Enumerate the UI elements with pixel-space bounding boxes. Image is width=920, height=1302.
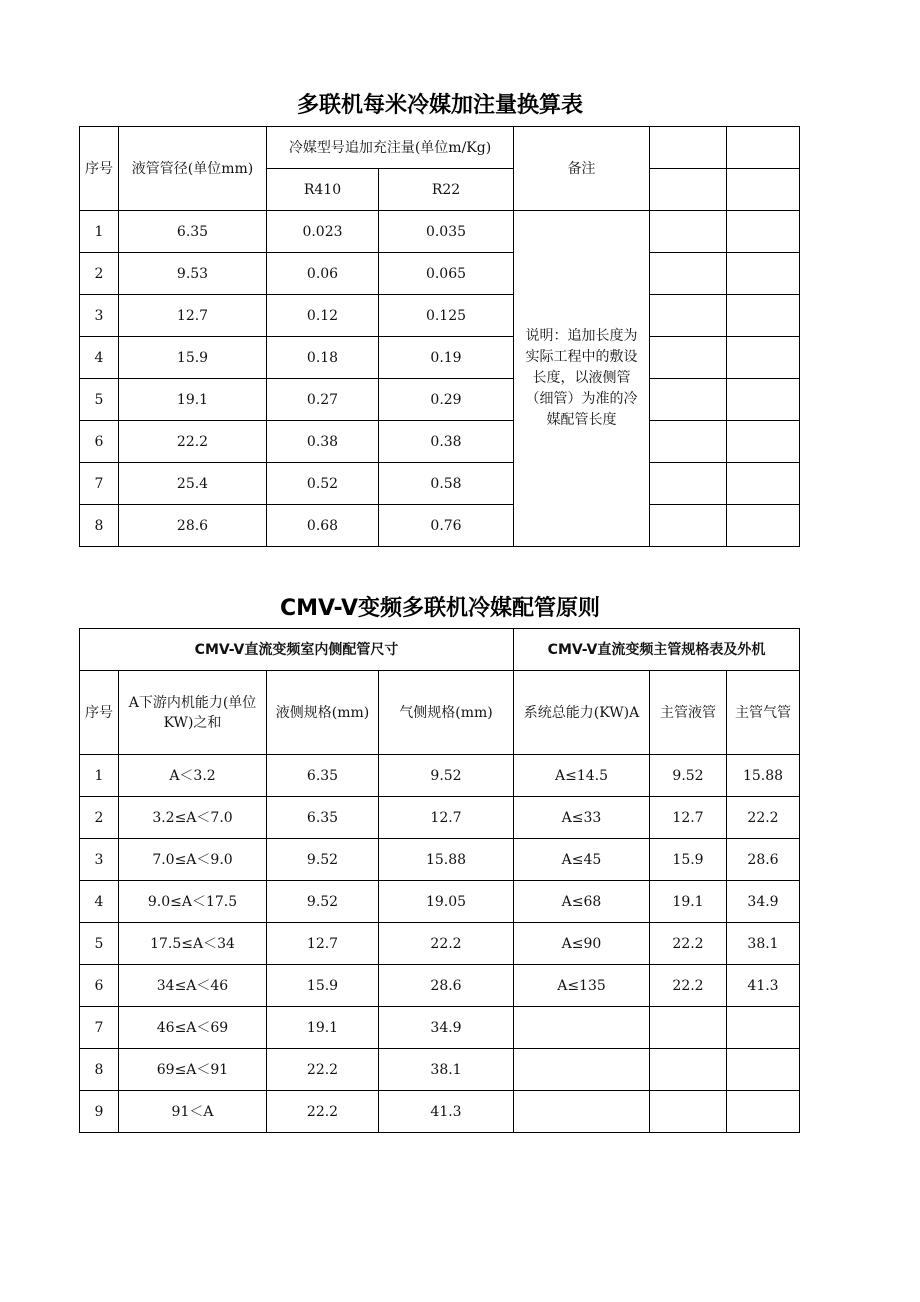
- row-liquid: 9.52: [267, 881, 379, 923]
- empty-cell: [727, 295, 800, 337]
- table-row: [80, 965, 800, 1007]
- row-gas: 41.3: [379, 1091, 514, 1133]
- row-liquid: 22.2: [267, 1049, 379, 1091]
- table-row: [80, 337, 800, 379]
- header-index: 序号: [80, 671, 119, 755]
- empty-cell: [650, 421, 727, 463]
- row-capacity: A＜3.2: [119, 755, 267, 797]
- header-main-gas: 主管气管: [727, 671, 800, 755]
- empty-cell: [727, 337, 800, 379]
- row-liquid: 12.7: [267, 923, 379, 965]
- row-r22: 0.065: [379, 253, 514, 295]
- empty-cell: [727, 127, 800, 169]
- group-main-header: CMV-V直流变频主管规格表及外机: [514, 629, 800, 671]
- row-index: 8: [80, 1049, 119, 1091]
- row-system-capacity: A≤135: [514, 965, 650, 1007]
- empty-cell: [650, 211, 727, 253]
- row-system-capacity: [514, 1007, 650, 1049]
- row-main-gas: 41.3: [727, 965, 800, 1007]
- header-system-capacity: 系统总能力(KW)A: [514, 671, 650, 755]
- row-diameter: 22.2: [119, 421, 267, 463]
- header-capacity: A下游内机能力(单位KW)之和: [119, 671, 267, 755]
- row-diameter: 28.6: [119, 505, 267, 547]
- row-system-capacity: A≤90: [514, 923, 650, 965]
- row-index: 7: [80, 463, 119, 505]
- row-liquid: 9.52: [267, 839, 379, 881]
- row-system-capacity: [514, 1091, 650, 1133]
- row-gas: 15.88: [379, 839, 514, 881]
- piping-principle-table: [79, 628, 800, 1133]
- row-r410: 0.52: [267, 463, 379, 505]
- row-r410: 0.27: [267, 379, 379, 421]
- table-row: [80, 1049, 800, 1091]
- row-main-liquid: 22.2: [650, 923, 727, 965]
- row-r22: 0.76: [379, 505, 514, 547]
- header-r22: R22: [379, 169, 514, 211]
- empty-cell: [650, 127, 727, 169]
- row-capacity: 34≤A＜46: [119, 965, 267, 1007]
- row-capacity: 9.0≤A＜17.5: [119, 881, 267, 923]
- row-main-gas: [727, 1049, 800, 1091]
- row-diameter: 9.53: [119, 253, 267, 295]
- table-row: [80, 463, 800, 505]
- empty-cell: [727, 253, 800, 295]
- header-gas: 气侧规格(mm): [379, 671, 514, 755]
- empty-cell: [650, 295, 727, 337]
- header-pipe-diameter: 液管管径(单位mm): [119, 127, 267, 211]
- header-liquid: 液侧规格(mm): [267, 671, 379, 755]
- row-r22: 0.19: [379, 337, 514, 379]
- table-row: [80, 797, 800, 839]
- remark-note: 说明：追加长度为实际工程中的敷设长度，以液侧管（细管）为准的冷媒配管长度: [514, 211, 650, 547]
- row-main-gas: 15.88: [727, 755, 800, 797]
- row-main-liquid: [650, 1049, 727, 1091]
- row-index: 6: [80, 421, 119, 463]
- row-system-capacity: [514, 1049, 650, 1091]
- row-index: 5: [80, 923, 119, 965]
- row-index: 8: [80, 505, 119, 547]
- empty-cell: [727, 379, 800, 421]
- row-index: 4: [80, 337, 119, 379]
- row-diameter: 6.35: [119, 211, 267, 253]
- header-index: 序号: [80, 127, 119, 211]
- row-liquid: 6.35: [267, 797, 379, 839]
- row-liquid: 19.1: [267, 1007, 379, 1049]
- row-capacity: 3.2≤A＜7.0: [119, 797, 267, 839]
- row-r410: 0.68: [267, 505, 379, 547]
- table-row: [80, 421, 800, 463]
- group-indoor-header: CMV-V直流变频室内侧配管尺寸: [80, 629, 514, 671]
- row-diameter: 15.9: [119, 337, 267, 379]
- table-row: [80, 211, 800, 253]
- refrigerant-charge-table: [79, 126, 800, 547]
- row-index: 1: [80, 211, 119, 253]
- row-index: 2: [80, 253, 119, 295]
- row-r22: 0.38: [379, 421, 514, 463]
- row-main-liquid: [650, 1007, 727, 1049]
- row-gas: 19.05: [379, 881, 514, 923]
- row-r410: 0.38: [267, 421, 379, 463]
- row-system-capacity: A≤14.5: [514, 755, 650, 797]
- row-diameter: 25.4: [119, 463, 267, 505]
- row-capacity: 69≤A＜91: [119, 1049, 267, 1091]
- row-capacity: 7.0≤A＜9.0: [119, 839, 267, 881]
- empty-cell: [727, 505, 800, 547]
- row-gas: 28.6: [379, 965, 514, 1007]
- row-main-gas: 34.9: [727, 881, 800, 923]
- empty-cell: [650, 169, 727, 211]
- row-main-liquid: 19.1: [650, 881, 727, 923]
- empty-cell: [650, 253, 727, 295]
- row-index: 6: [80, 965, 119, 1007]
- table-row: [80, 923, 800, 965]
- row-index: 2: [80, 797, 119, 839]
- row-main-gas: [727, 1007, 800, 1049]
- table-row: [80, 505, 800, 547]
- row-index: 4: [80, 881, 119, 923]
- row-main-liquid: 15.9: [650, 839, 727, 881]
- empty-cell: [727, 421, 800, 463]
- header-r410: R410: [267, 169, 379, 211]
- table-row: [80, 839, 800, 881]
- row-gas: 9.52: [379, 755, 514, 797]
- header-remark: 备注: [514, 127, 650, 211]
- table-row: [80, 1007, 800, 1049]
- table1-title: 多联机每米冷媒加注量换算表: [296, 93, 583, 118]
- row-main-liquid: 9.52: [650, 755, 727, 797]
- row-r410: 0.023: [267, 211, 379, 253]
- row-r410: 0.18: [267, 337, 379, 379]
- row-capacity: 46≤A＜69: [119, 1007, 267, 1049]
- row-gas: 22.2: [379, 923, 514, 965]
- empty-cell: [650, 337, 727, 379]
- row-index: 3: [80, 839, 119, 881]
- row-index: 5: [80, 379, 119, 421]
- row-index: 9: [80, 1091, 119, 1133]
- empty-cell: [650, 379, 727, 421]
- row-liquid: 22.2: [267, 1091, 379, 1133]
- table2-title: CMV-V变频多联机冷媒配管原则: [279, 596, 601, 621]
- table-row: [80, 379, 800, 421]
- empty-cell: [650, 463, 727, 505]
- row-r22: 0.29: [379, 379, 514, 421]
- row-gas: 34.9: [379, 1007, 514, 1049]
- row-main-gas: [727, 1091, 800, 1133]
- row-main-gas: 38.1: [727, 923, 800, 965]
- row-diameter: 12.7: [119, 295, 267, 337]
- row-main-liquid: 22.2: [650, 965, 727, 1007]
- header-charge-group: 冷媒型号追加充注量(单位m/Kg): [267, 127, 514, 169]
- table-row: [80, 1091, 800, 1133]
- header-main-liquid: 主管液管: [650, 671, 727, 755]
- row-diameter: 19.1: [119, 379, 267, 421]
- row-index: 1: [80, 755, 119, 797]
- row-index: 3: [80, 295, 119, 337]
- row-main-gas: 22.2: [727, 797, 800, 839]
- row-index: 7: [80, 1007, 119, 1049]
- row-system-capacity: A≤68: [514, 881, 650, 923]
- row-liquid: 6.35: [267, 755, 379, 797]
- row-capacity: 91＜A: [119, 1091, 267, 1133]
- table-row: [80, 881, 800, 923]
- row-main-gas: 28.6: [727, 839, 800, 881]
- row-r410: 0.06: [267, 253, 379, 295]
- row-r22: 0.035: [379, 211, 514, 253]
- row-capacity: 17.5≤A＜34: [119, 923, 267, 965]
- empty-cell: [727, 463, 800, 505]
- table-row: [80, 755, 800, 797]
- row-system-capacity: A≤45: [514, 839, 650, 881]
- table-row: [80, 253, 800, 295]
- row-r410: 0.12: [267, 295, 379, 337]
- row-r22: 0.125: [379, 295, 514, 337]
- table-row: [80, 295, 800, 337]
- row-gas: 38.1: [379, 1049, 514, 1091]
- row-gas: 12.7: [379, 797, 514, 839]
- empty-cell: [727, 211, 800, 253]
- row-main-liquid: 12.7: [650, 797, 727, 839]
- empty-cell: [727, 169, 800, 211]
- row-liquid: 15.9: [267, 965, 379, 1007]
- row-system-capacity: A≤33: [514, 797, 650, 839]
- row-r22: 0.58: [379, 463, 514, 505]
- row-main-liquid: [650, 1091, 727, 1133]
- empty-cell: [650, 505, 727, 547]
